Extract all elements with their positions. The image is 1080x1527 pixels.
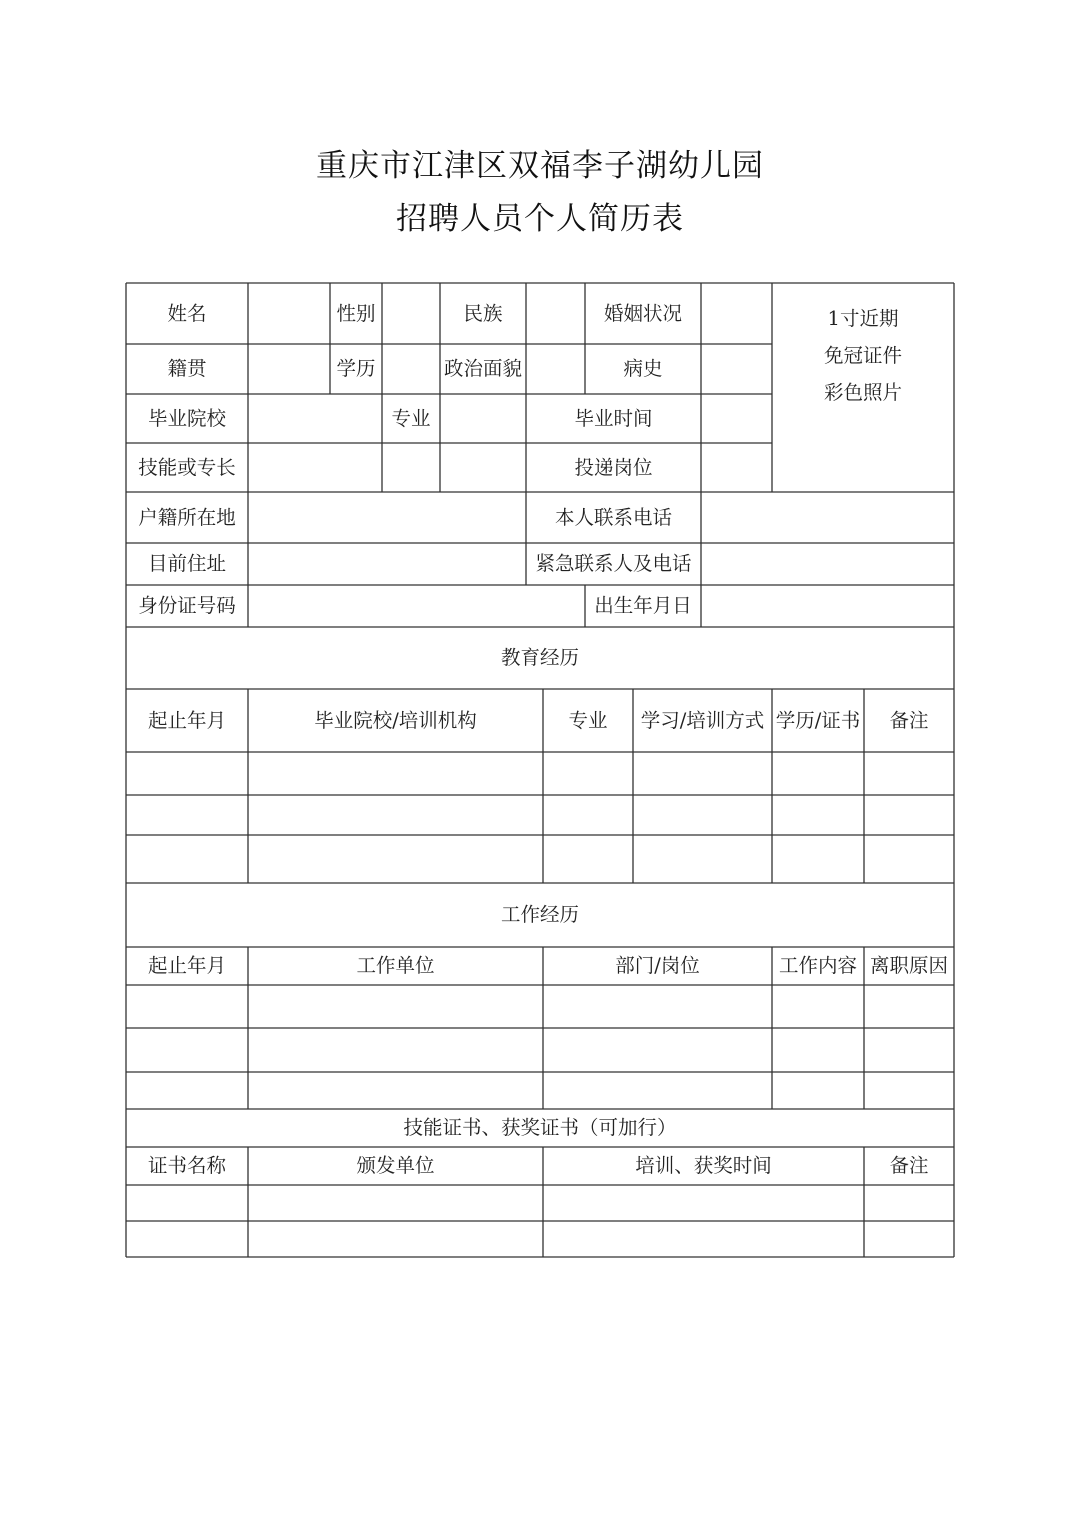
label-marital-status: 婚姻状况: [603, 301, 682, 325]
form-title-line1: 重庆市江津区双福李子湖幼儿园: [316, 148, 764, 184]
label-skills: 技能或专长: [138, 455, 236, 479]
cert-header-issuer: 颁发单位: [356, 1154, 435, 1178]
label-graduation-school: 毕业院校: [147, 406, 226, 430]
cert-header-notes: 备注: [889, 1154, 929, 1178]
form-title-line2: 招聘人员个人简历表: [396, 201, 684, 237]
edu-header-school: 毕业院校/培训机构: [314, 708, 477, 732]
work-header-department: 部门/岗位: [615, 954, 700, 978]
work-header-period: 起止年月: [147, 954, 226, 978]
edu-header-study-mode: 学习/培训方式: [640, 708, 765, 732]
label-education: 学历: [336, 357, 376, 381]
work-header-duties: 工作内容: [778, 954, 857, 978]
label-name: 姓名: [167, 301, 207, 325]
label-birth-date: 出生年月日: [594, 594, 692, 618]
edu-header-degree: 学历/证书: [775, 708, 861, 732]
label-graduation-time: 毕业时间: [574, 406, 653, 430]
edu-header-notes: 备注: [889, 708, 929, 732]
cert-section-title: 技能证书、获奖证书（可加行）: [403, 1116, 677, 1140]
work-header-employer: 工作单位: [356, 954, 435, 978]
cert-header-time: 培训、获奖时间: [635, 1154, 772, 1178]
label-native-place: 籍贯: [167, 357, 207, 381]
photo-text-line3: 彩色照片: [823, 381, 902, 405]
label-medical-history: 病史: [623, 357, 663, 381]
edu-header-major: 专业: [568, 708, 608, 732]
work-section-title: 工作经历: [500, 903, 579, 927]
label-major: 专业: [391, 406, 431, 430]
label-ethnicity: 民族: [463, 301, 503, 325]
photo-placeholder: [772, 283, 954, 428]
label-id-number: 身份证号码: [138, 594, 236, 618]
cert-header-name: 证书名称: [147, 1154, 226, 1178]
photo-text-line2: 免冠证件: [823, 343, 902, 367]
label-current-address: 目前住址: [147, 552, 226, 576]
work-header-leave-reason: 离职原因: [869, 954, 948, 978]
education-section-title: 教育经历: [500, 646, 579, 670]
label-political-status: 政治面貌: [443, 357, 522, 381]
label-phone: 本人联系电话: [554, 505, 672, 529]
label-gender: 性别: [336, 301, 376, 325]
label-emergency-contact: 紧急联系人及电话: [535, 552, 692, 576]
label-household-registration: 户籍所在地: [138, 505, 236, 529]
edu-header-period: 起止年月: [147, 708, 226, 732]
photo-text-line1: 1寸近期: [827, 306, 899, 330]
label-applied-position: 投递岗位: [574, 455, 653, 479]
